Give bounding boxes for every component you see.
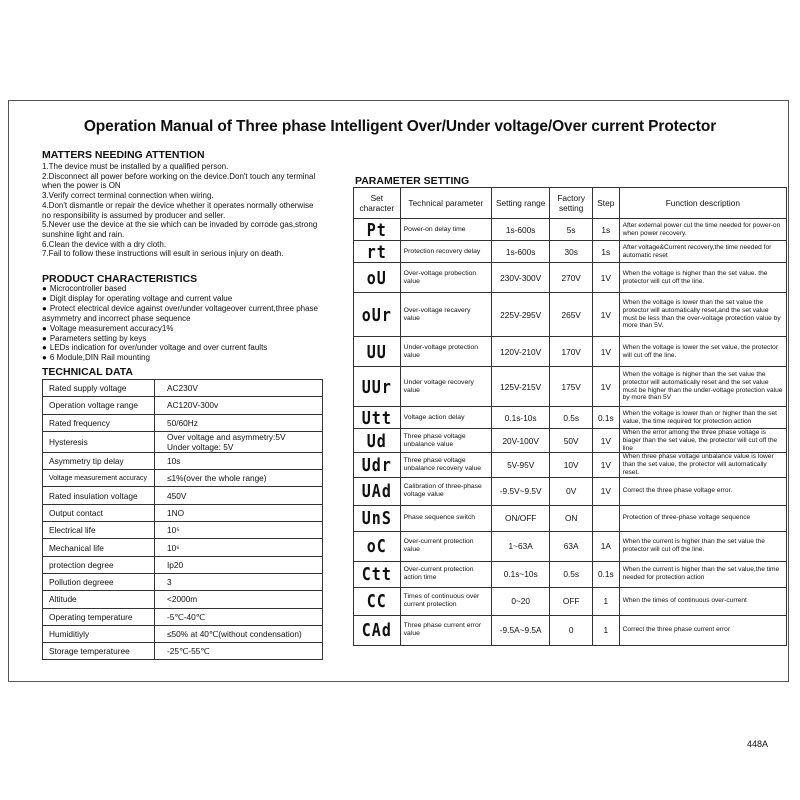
tech-key: Operating temperature xyxy=(43,608,155,625)
technical-parameter: Three phase voltage unbalance value xyxy=(400,429,491,453)
set-character-cell xyxy=(354,407,401,429)
column-header: Function description xyxy=(619,188,786,219)
tech-value: 450V xyxy=(155,487,323,504)
step-value: 1s xyxy=(592,241,619,263)
set-character-cell xyxy=(354,453,401,477)
table-row xyxy=(43,431,323,452)
set-character-cell xyxy=(354,241,401,263)
tech-key: protection degree xyxy=(43,556,155,573)
set-character: Pt xyxy=(366,218,387,241)
set-character-cell xyxy=(354,263,401,293)
tech-key: Voltage measurement accuracy xyxy=(43,470,155,487)
setting-range: 1s-600s xyxy=(491,241,549,263)
factory-setting: ON xyxy=(550,505,593,531)
tech-value: -25℃-55℃ xyxy=(155,643,323,660)
tech-value: ≤50% at 40℃(without condensation) xyxy=(155,625,323,642)
setting-range: -9.5V~9.5V xyxy=(491,477,549,505)
column-header: Factory setting xyxy=(550,188,593,219)
step-value: 1A xyxy=(592,531,619,561)
attention-list xyxy=(42,162,322,259)
function-description: When the voltage is lower than the set value the protector will automatically reset,and the set value must be less than the over-voltage protection value by more than 5V. xyxy=(619,293,786,337)
tech-key: Electrical life xyxy=(43,522,155,539)
setting-range: 120V-210V xyxy=(491,337,549,367)
setting-range: 1s-600s xyxy=(491,219,549,241)
table-row xyxy=(43,380,323,397)
page-title: Operation Manual of Three phase Intelligent Over/Under voltage/Over current Protector xyxy=(83,118,717,135)
setting-range: 5V-95V xyxy=(491,453,549,477)
factory-setting: 270V xyxy=(550,263,593,293)
tech-key: Output contact xyxy=(43,504,155,521)
step-value: 1V xyxy=(592,453,619,477)
set-character: UAd xyxy=(361,480,392,503)
tech-key: Rated frequency xyxy=(43,414,155,431)
function-description: When the current is higher than the set value,the time needed for protection action xyxy=(619,561,786,587)
factory-setting: 50V xyxy=(550,429,593,453)
table-row xyxy=(354,531,787,561)
technical-parameter: Power-on delay time xyxy=(400,219,491,241)
tech-key: Altitude xyxy=(43,591,155,608)
setting-range: 20V-100V xyxy=(491,429,549,453)
tech-key: Mechanical life xyxy=(43,539,155,556)
table-row xyxy=(43,452,323,469)
tech-key: Pollution degreee xyxy=(43,573,155,590)
technical-parameter: Over-voltage recavery value xyxy=(400,293,491,337)
tech-value: ≤1%(over the whole range) xyxy=(155,470,323,487)
tech-key: Operation voltage range xyxy=(43,397,155,414)
set-character: UnS xyxy=(361,507,392,530)
column-header: Step xyxy=(592,188,619,219)
table-row xyxy=(43,522,323,539)
table-row xyxy=(43,556,323,573)
technical-parameter: Protection recovery delay xyxy=(400,241,491,263)
technical-parameter: Over-current protection value xyxy=(400,531,491,561)
step-value: 1 xyxy=(592,615,619,645)
table-row xyxy=(43,625,323,642)
set-character-cell xyxy=(354,337,401,367)
set-character: oUr xyxy=(361,303,392,326)
step-value: 1V xyxy=(592,477,619,505)
step-value: 1s xyxy=(592,219,619,241)
step-value: 1V xyxy=(592,263,619,293)
set-character: CC xyxy=(366,590,387,613)
step-value: 0.1s xyxy=(592,561,619,587)
set-character: oU xyxy=(366,266,387,289)
parameter-table xyxy=(353,187,787,646)
attention-item: 2.Disconnect all power before working on the device.Don't touch any terminal when the power is ON xyxy=(42,171,316,191)
characteristic-item: ● Voltage measurement accuracy1% xyxy=(42,324,332,334)
table-row xyxy=(43,487,323,504)
step-value: 1V xyxy=(592,293,619,337)
tech-value: 10⁵ xyxy=(155,522,323,539)
factory-setting: 10V xyxy=(550,453,593,477)
characteristic-item: ● Parameters setting by keys xyxy=(42,334,332,344)
table-row xyxy=(43,504,323,521)
attention-item: 6.Clean the device with a dry cloth. xyxy=(42,239,167,249)
table-row xyxy=(354,429,787,453)
table-row xyxy=(354,219,787,241)
table-row xyxy=(43,643,323,660)
set-character: CAd xyxy=(361,619,392,642)
attention-item: 3.Verify correct terminal connection when wiring. xyxy=(42,191,214,201)
step-value: 1V xyxy=(592,429,619,453)
tech-key: Rated insulation voltage xyxy=(43,487,155,504)
function-description: Correct the three phase voltage error. xyxy=(619,477,786,505)
tech-key: Rated supply voltage xyxy=(43,380,155,397)
table-row xyxy=(354,337,787,367)
set-character-cell xyxy=(354,587,401,615)
tech-key: Storage temperaturee xyxy=(43,643,155,660)
technical-heading: TECHNICAL DATA xyxy=(42,366,133,378)
set-character-cell xyxy=(354,293,401,337)
factory-setting: 265V xyxy=(550,293,593,337)
tech-key: Humiditiyly xyxy=(43,625,155,642)
tech-value: -5℃-40℃ xyxy=(155,608,323,625)
tech-value: 10⁶ xyxy=(155,539,323,556)
function-description: When the voltage is lower the set value, the protector will cut off the line. xyxy=(619,337,786,367)
table-row xyxy=(43,470,323,487)
technical-parameter: Voltage action delay xyxy=(400,407,491,429)
tech-value: AC230V xyxy=(155,380,323,397)
setting-range: 230V-300V xyxy=(491,263,549,293)
function-description: When the voltage is higher than the set value the protector will automatically reset and the set value must be higher than the under-voltage protection value by more than 5V xyxy=(619,367,786,407)
factory-setting: 0.5s xyxy=(550,407,593,429)
setting-range: 1~63A xyxy=(491,531,549,561)
technical-parameter: Three phase current error value xyxy=(400,615,491,645)
characteristic-item: ● LEDs indication for over/under voltage and over current faults xyxy=(42,343,332,353)
attention-item: 1.The device must be installed by a qualified person. xyxy=(42,162,229,171)
set-character-cell xyxy=(354,531,401,561)
table-row xyxy=(43,414,323,431)
tech-value: AC120V-300v xyxy=(155,397,323,414)
attention-heading: MATTERS NEEDING ATTENTION xyxy=(42,149,205,161)
tech-value: 50/60Hz xyxy=(155,414,323,431)
characteristics-heading: PRODUCT CHARACTERISTICS xyxy=(42,273,198,285)
set-character: UUr xyxy=(361,375,392,398)
setting-range: 125V-215V xyxy=(491,367,549,407)
column-header: Set character xyxy=(354,188,401,219)
technical-parameter: Times of continuous over current protection xyxy=(400,587,491,615)
factory-setting: 30s xyxy=(550,241,593,263)
factory-setting: 63A xyxy=(550,531,593,561)
factory-setting: OFF xyxy=(550,587,593,615)
page-code: 448A xyxy=(746,739,768,749)
step-value: 1V xyxy=(592,367,619,407)
attention-item: 5.Never use the device at the sie which can be invaded by corrode gas,strong sunshine light and rain. xyxy=(42,220,318,239)
factory-setting: 175V xyxy=(550,367,593,407)
table-row xyxy=(354,241,787,263)
table-row xyxy=(43,573,323,590)
setting-range: 0.1s-10s xyxy=(491,407,549,429)
set-character: Ctt xyxy=(361,563,392,586)
set-character-cell xyxy=(354,429,401,453)
setting-range: 225V-295V xyxy=(491,293,549,337)
function-description: When the current is higher than the set value the protector will cut off the line. xyxy=(619,531,786,561)
tech-value: <2000m xyxy=(155,591,323,608)
function-description: When three phase voltage unbalance value is lower than the set value, the protector will automatically reset. xyxy=(619,453,786,477)
step-value xyxy=(592,505,619,531)
function-description: Correct the three phase current error xyxy=(619,615,786,645)
function-description: After voltage&Current recovery,the time needed for automatic reset xyxy=(619,241,786,263)
set-character: Ud xyxy=(366,429,387,452)
set-character: Udr xyxy=(361,454,392,476)
step-value: 1 xyxy=(592,587,619,615)
set-character-cell xyxy=(354,367,401,407)
technical-parameter: Over-current protection action time xyxy=(400,561,491,587)
setting-range: -9.5A~9.5A xyxy=(491,615,549,645)
characteristic-item: ● Protect electrical device against over/under voltageover current,three phase asymmetry and incorrect phase sequence xyxy=(42,304,332,324)
characteristics-list xyxy=(42,284,332,363)
factory-setting: 170V xyxy=(550,337,593,367)
set-character: rt xyxy=(366,240,387,263)
tech-value: 1NO xyxy=(155,504,323,521)
function-description: When the error among the three phase voltage is biager than the set value, the protector will cut off the line xyxy=(619,429,786,453)
table-row xyxy=(354,407,787,429)
set-character-cell xyxy=(354,615,401,645)
tech-value: Ip20 xyxy=(155,556,323,573)
column-header: Setting range xyxy=(491,188,549,219)
table-row xyxy=(354,453,787,477)
table-row xyxy=(354,263,787,293)
technical-parameter: Phase sequence switch xyxy=(400,505,491,531)
setting-range: ON/OFF xyxy=(491,505,549,531)
step-value: 0.1s xyxy=(592,407,619,429)
factory-setting: 0V xyxy=(550,477,593,505)
set-character: oC xyxy=(366,535,387,558)
tech-value: 3 xyxy=(155,573,323,590)
function-description: Protection of three-phase voltage sequence xyxy=(619,505,786,531)
technical-parameter: Three phase voltage unbalance recovery value xyxy=(400,453,491,477)
factory-setting: 0.5s xyxy=(550,561,593,587)
step-value: 1V xyxy=(592,337,619,367)
table-header-row xyxy=(354,188,787,219)
function-description: When the voltage is higher than the set value. the protector will cut off the line. xyxy=(619,263,786,293)
characteristic-item: ● 6 Module,DIN Rail mounting xyxy=(42,353,332,363)
tech-value: Over voltage and asymmetry:5V Under voltage: 5V xyxy=(155,431,323,452)
attention-item: 4.Don't dismantle or repair the device whether it operates normally otherwise no responsibility is assumed by producer and seller. xyxy=(42,200,314,220)
column-header: Technical parameter xyxy=(400,188,491,219)
table-row xyxy=(354,293,787,337)
table-row xyxy=(354,505,787,531)
function-description: After external power cut the time needed for power-on when power recovery. xyxy=(619,219,786,241)
technical-parameter: Calibration of three-phase voltage value xyxy=(400,477,491,505)
set-character-cell xyxy=(354,505,401,531)
set-character-cell xyxy=(354,561,401,587)
set-character-cell xyxy=(354,219,401,241)
table-row xyxy=(43,539,323,556)
setting-range: 0.1s~10s xyxy=(491,561,549,587)
attention-item: 7.Fail to follow these instructions will esult in serious injury on death. xyxy=(42,249,284,259)
table-row xyxy=(354,561,787,587)
setting-range: 0~20 xyxy=(491,587,549,615)
table-row xyxy=(354,367,787,407)
set-character: UU xyxy=(366,340,387,363)
table-row xyxy=(43,397,323,414)
table-row xyxy=(43,608,323,625)
table-row xyxy=(354,615,787,645)
technical-table xyxy=(42,379,323,660)
table-row xyxy=(354,477,787,505)
set-character: Utt xyxy=(361,406,392,429)
technical-parameter: Over-voltage probection value xyxy=(400,263,491,293)
set-character-cell xyxy=(354,477,401,505)
function-description: When the times of continuous over-current xyxy=(619,587,786,615)
factory-setting: 5s xyxy=(550,219,593,241)
parameter-heading: PARAMETER SETTING xyxy=(355,175,470,187)
table-row xyxy=(43,591,323,608)
function-description: When the voltage is lower than or higher than the set value, the time required for protection action xyxy=(619,407,786,429)
factory-setting: 0 xyxy=(550,615,593,645)
tech-key: Asymmetry tip delay xyxy=(43,452,155,469)
tech-key: Hysteresis xyxy=(43,431,155,452)
technical-parameter: Under-voltage protection value xyxy=(400,337,491,367)
characteristic-item: ● Microcontroller based xyxy=(42,284,332,294)
tech-value: 10s xyxy=(155,452,323,469)
technical-parameter: Under voltage recovery value xyxy=(400,367,491,407)
table-row xyxy=(354,587,787,615)
characteristic-item: ● Digit display for operating voltage and current value xyxy=(42,294,332,304)
